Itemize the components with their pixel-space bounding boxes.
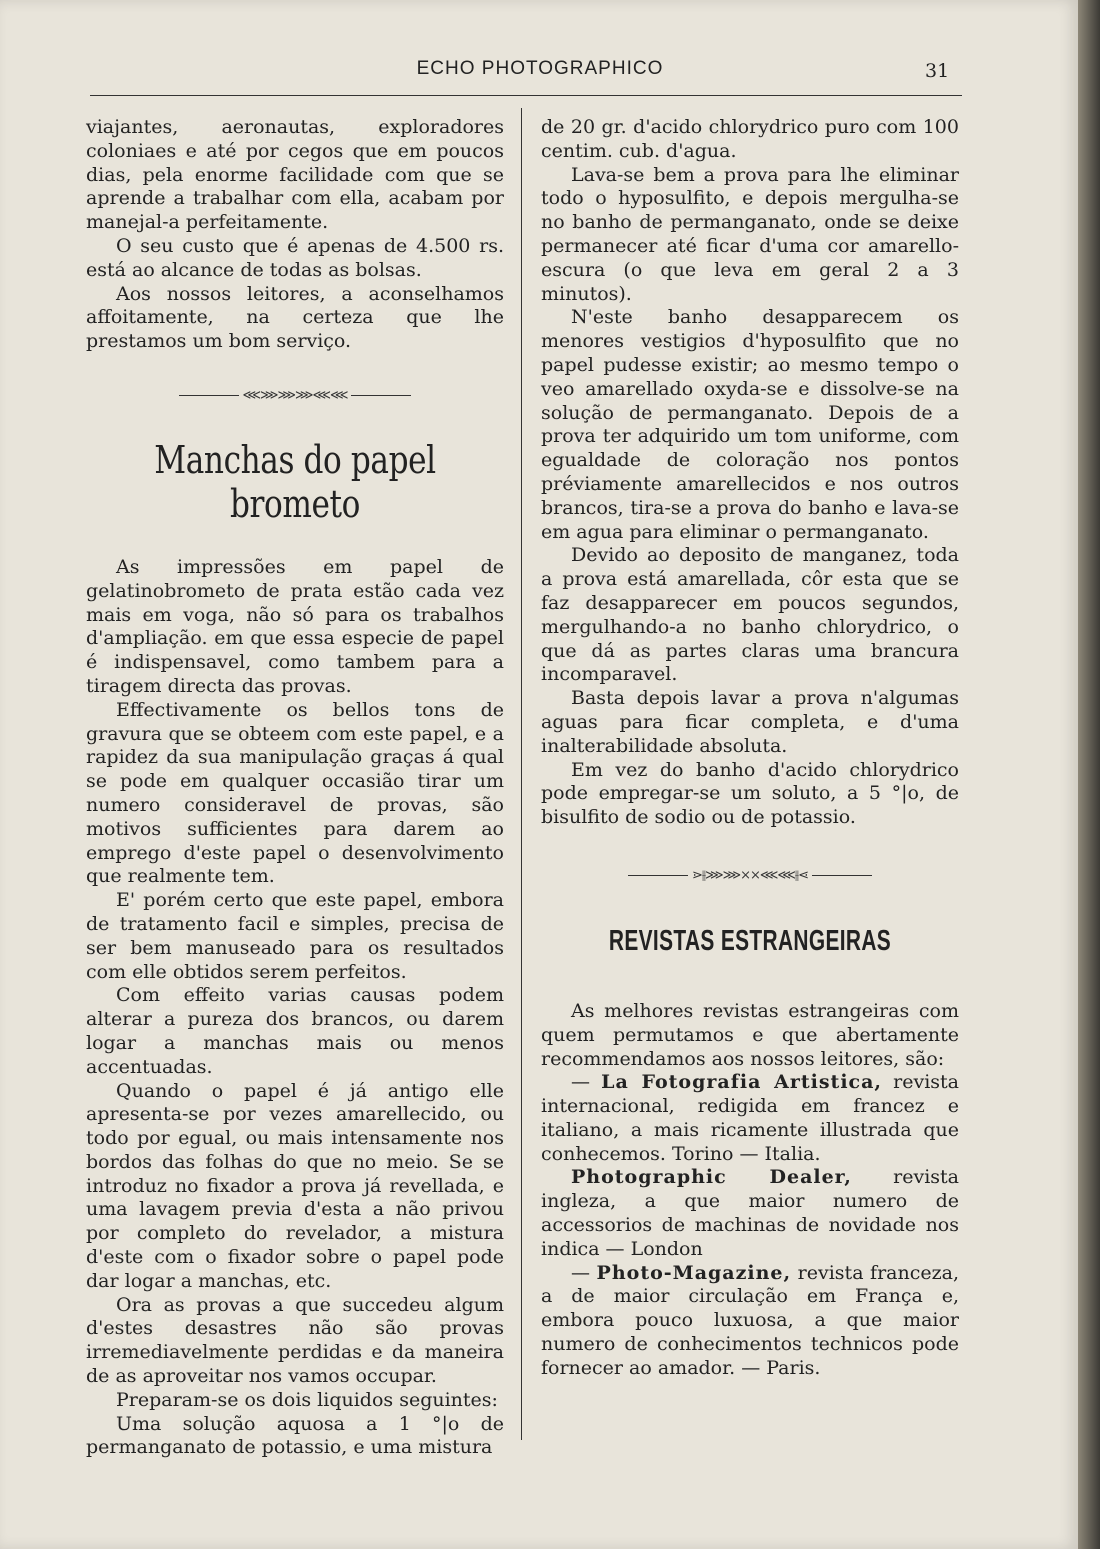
running-header: ECHO PHOTOGRAPHICO bbox=[416, 58, 664, 79]
paragraph: Basta depois lavar a prova n'algumas aguas para ficar completa, e d'uma inalterabilidade absoluta. bbox=[541, 687, 959, 757]
ornament-flourish: ⋘⋙⋙⋙⋘⋘ bbox=[242, 388, 348, 404]
review-prefix: — bbox=[571, 1261, 597, 1284]
paragraph: Devido ao deposito de manganez, toda a prova está amarellada, côr esta que se faz desapparecer em poucos segundos, mergulhando-a no banho chlorydrico, o que dá as partes claras uma brancura incomparavel. bbox=[541, 544, 959, 686]
paragraph: Com effeito varias causas podem alterar a pureza dos brancos, ou darem logar a manchas mais ou menos accentuadas. bbox=[86, 984, 504, 1078]
paragraph: Uma solução aquosa a 1 °|o de permanganato de potassio, e uma mistura bbox=[86, 1412, 504, 1459]
paragraph: de 20 gr. d'acido chlorydrico puro com 100 centim. cub. d'agua. bbox=[541, 116, 959, 162]
ornament-divider bbox=[86, 376, 504, 416]
paragraph: Preparam-se os dois liquidos seguintes: bbox=[116, 1388, 498, 1411]
ornament-divider bbox=[541, 856, 959, 896]
right-column bbox=[541, 116, 959, 1381]
column-divider bbox=[521, 108, 522, 1440]
paragraph: N'este banho desapparecem os menores vestigios d'hyposulfito que no papel pudesse existir; ao mesmo tempo o veo amarellado oxyda-se e dissolve-se na solução de permanganato. Depois de a prova ter adquirido um tom uniforme, com egualdade de coloração nos pontos préviamente amarellecidos e nos outros brancos, tira-se a prova do banho e lava-se em agua para eliminar o permanganato. bbox=[541, 306, 959, 543]
page-edge-shadow bbox=[1078, 0, 1100, 1549]
review-name: Photographic Dealer, bbox=[571, 1166, 852, 1189]
section-title: REVISTAS ESTRANGEIRAS bbox=[608, 924, 892, 957]
paragraph: Ora as provas a que succedeu algum d'estes desastres não são provas irremediavelmente perdidas e da maneira de as aproveitar nos vamos occupar. bbox=[86, 1293, 504, 1388]
review-name: La Fotografia Artistica, bbox=[601, 1071, 883, 1094]
header-rule bbox=[90, 95, 962, 96]
review-text: revista ingleza, a que maior numero de accessorios de machinas de novidade nos indica — London bbox=[541, 1166, 959, 1260]
paragraph: As melhores revistas estrangeiras com quem permutamos e que abertamente recommendamos aos nossos leitores, são: bbox=[541, 999, 959, 1070]
review-entry bbox=[541, 1262, 959, 1381]
paragraph: Aos nossos leitores, a aconselhamos affoitamente, na certeza que lhe prestamos um bom serviço. bbox=[86, 282, 504, 353]
review-entry bbox=[541, 1071, 959, 1166]
ornament-line bbox=[628, 875, 688, 876]
ornament-line bbox=[812, 875, 872, 876]
paragraph: viajantes, aeronautas, exploradores coloniaes e até por cegos que em poucos dias, pela enorme facilidade com que se aprende a trabalhar com ella, acabam por manejal-a perfeitamente. bbox=[86, 116, 504, 234]
review-text: revista franceza, a de maior circulação em França e, embora pouco luxuosa, a que maior numero de conhecimentos technicos pode fornecer ao amador. — Paris. bbox=[541, 1261, 959, 1379]
paragraph: Effectivamente os bellos tons de gravura que se obteem com este papel, e a rapidez da sua manipulação graças á qual se pode em qualquer occasião tirar um numero consideravel de provas, são motivos sufficientes para darem ao emprego d'este papel o desenvolvimento que realmente tem. bbox=[86, 698, 504, 888]
ornament-line bbox=[179, 395, 239, 396]
paragraph: Lava-se bem a prova para lhe eliminar todo o hyposulfito, e depois mergulha-se no banho de permanganato, onde se deixe permanecer até ficar d'uma cor amarello-escura (o que leva em geral 2 a 3 minutos). bbox=[541, 163, 959, 305]
ornament-flourish: ⋗⫲⋙⋙⨯⨯⋘⋘⫲⋖ bbox=[692, 868, 808, 883]
paragraph: O seu custo que é apenas de 4.500 rs. está ao alcance de todas as bolsas. bbox=[86, 234, 504, 281]
section-title: Manchas do papel brometo bbox=[154, 437, 436, 526]
paragraph: E' porém certo que este papel, embora de tratamento facil e simples, precisa de ser bem manuseado para os resultados com elle obtidos serem perfeitos. bbox=[86, 889, 504, 983]
paragraph: Em vez do banho d'acido chlorydrico pode empregar-se um soluto, a 5 °|o, de bisulfito de sodio ou de potassio. bbox=[541, 758, 959, 829]
review-entry bbox=[541, 1166, 959, 1261]
left-column bbox=[86, 116, 504, 1460]
ornament-line bbox=[351, 395, 411, 396]
review-name: Photo-Magazine, bbox=[596, 1261, 792, 1284]
review-prefix: — bbox=[571, 1071, 602, 1094]
review-text: revista internacional, redigida em francez e italiano, a mais ricamente illustrada que conhecemos. Torino — Italia. bbox=[541, 1071, 960, 1165]
page-number: 31 bbox=[925, 60, 950, 82]
paragraph: Quando o papel é já antigo elle apresenta-se por vezes amarellecido, ou todo por egual, ou mais intensamente nos bordos das folhas do que no meio. Se se introduz no fixador a prova já revellada, e uma lavagem previa d'esta a não privou por completo do revelador, a mistura d'este com o fixador sobre o papel pode dar logar a manchas, etc. bbox=[86, 1079, 504, 1292]
paragraph: As impressões em papel de gelatinobrometo de prata estão cada vez mais em voga, não só para os trabalhos d'ampliação. em que essa especie de papel é indispensavel, como tambem para a tiragem directa das provas. bbox=[86, 555, 504, 697]
